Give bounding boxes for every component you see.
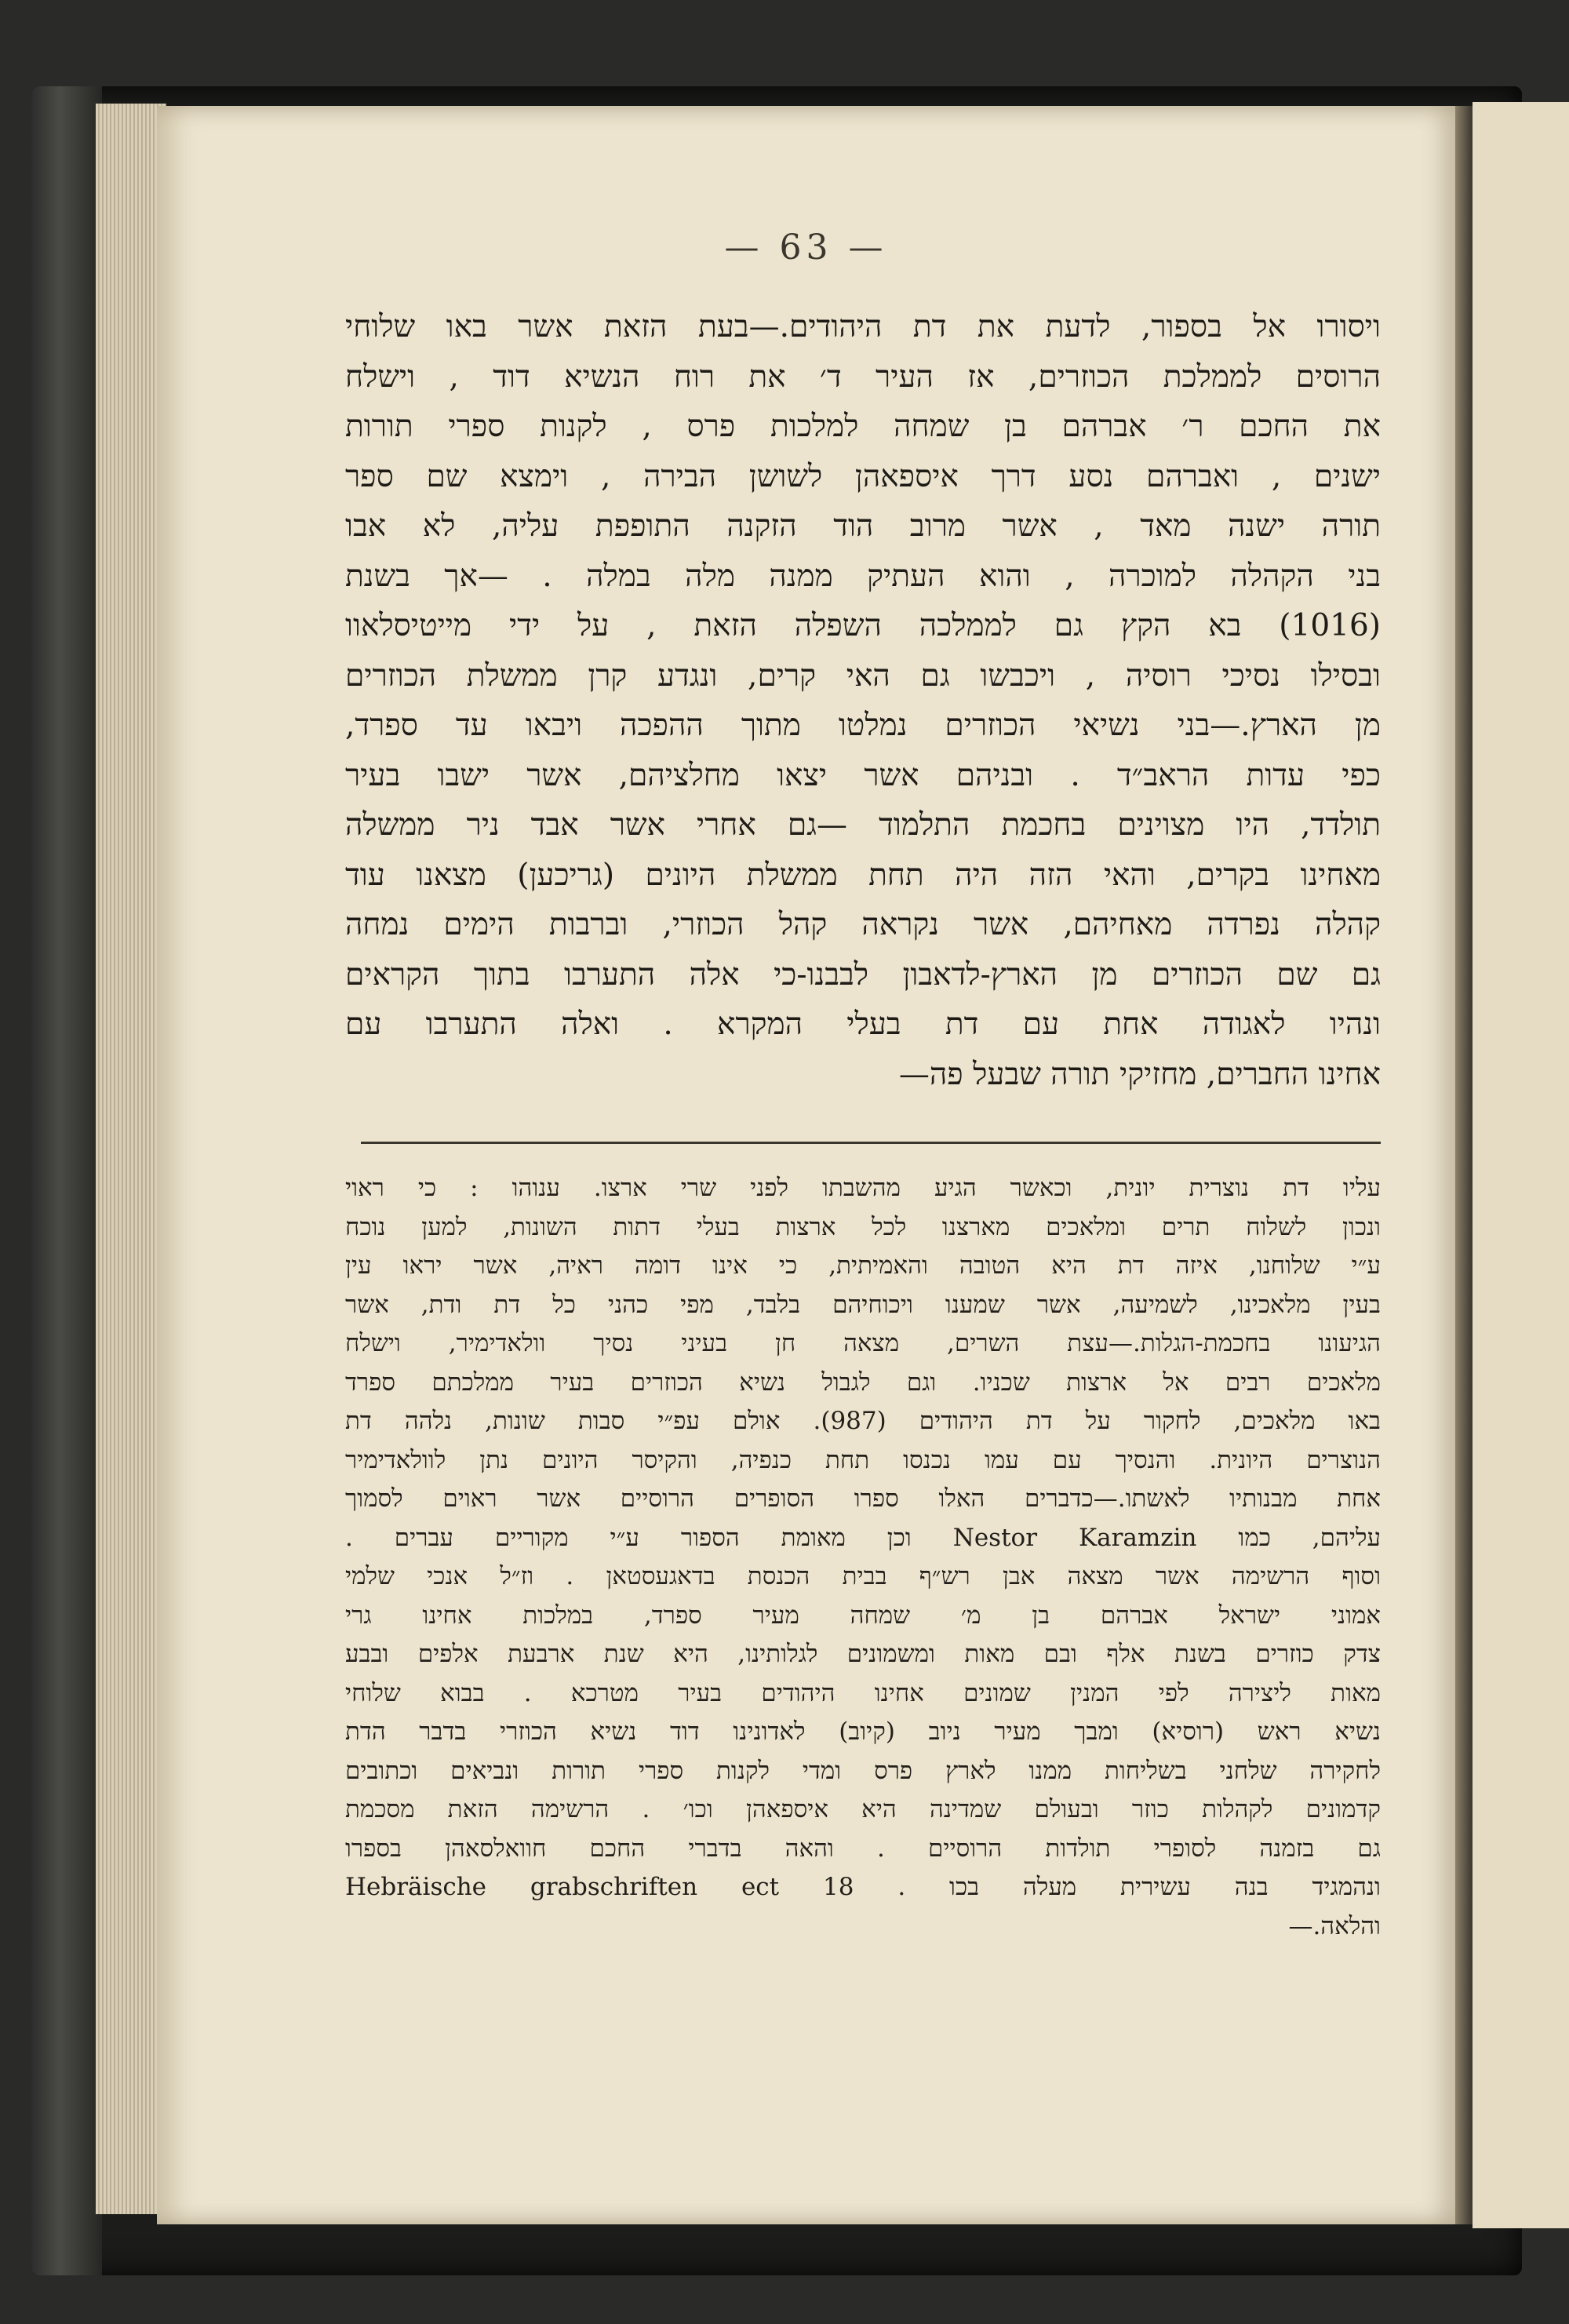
- text-line: גם שם הכוזרים מן הארץ-לדאבון לבבנו-כי אלה התערבו בתוך הקראים: [345, 956, 1381, 993]
- footnote-line: באו מלאכים, לחקור על דת היהודים (987). אולם עפ״י סבות שונות, נלהה דת: [345, 1407, 1381, 1435]
- text-line: ונהיו לאגודה אחת עם דת בעלי המקרא . ואלה התערבו עם: [345, 1007, 1381, 1042]
- footnote-line: צדק כוזרים בשנת אלף ובם מאות ומשמונים לגלותינו, היא שנת ארבעת אלפים ובבע: [345, 1640, 1381, 1668]
- footnote-line: נשיא ראש (רוסיא) ומבך מעיר ניוב (קיוב) לאדונינו דוד נשיא הכוזרי בדבר הדת: [345, 1718, 1381, 1746]
- footnote-line: ונכון לשלוח תרים ומלאכים מארצנו לכל ארצות בעלי דתות השונות, למען נוכח: [345, 1212, 1381, 1241]
- footnote-line: אמוני ישראל אברהם בן מ׳ שמחה מעיר ספרד, במלכות אחינו גרי: [345, 1601, 1381, 1630]
- footnote-line: עליו דת נוצרית יונית, וכאשר הגיע מהשבתו לפני שרי ארצו. ענוהו : כי ראוי: [345, 1174, 1381, 1202]
- page-number: — 63 —: [724, 228, 888, 268]
- text-line: ובסילו נסיכי רוסיה , ויכבשו גם האי קרים, ונגדע קרן ממשלת הכוזרים: [345, 657, 1381, 694]
- text-line: ויסורו אל בספור, לדעת את דת היהודים.—בעת הזאת אשר באו שלוחי: [345, 309, 1381, 344]
- footnote-line: והלאה.—: [1288, 1911, 1381, 1940]
- footnote-line: מלאכים רבים אל ארצות שכניו. וגם לגבול נשיא הכוזרים בעיר ממלכתם ספרד: [345, 1368, 1381, 1397]
- footnote-line: בעין מלאכינו, לשמיעה, אשר שמענו ויכוחיהם בלבד, מפי כהני כל דת ודת, אשר: [345, 1290, 1381, 1319]
- footnote-line: וסוף הרשימה אשר מצאה אבן רש״ף בבית הכנסת בדאגעסטאן . וז״ל אנכי שלמי: [345, 1562, 1381, 1590]
- text-line: מאחינו בקרים, והאי הזה היה תחת ממשלת היונים (גריכען) מצאנו עוד: [345, 857, 1381, 893]
- footnote-divider: [361, 1142, 1381, 1144]
- text-line: הרוסים לממלכת הכוזרים, אז העיר ד׳ את רוח הנשיא דוד , וישלח: [345, 359, 1381, 395]
- footnote-block: [345, 1169, 1381, 1946]
- text-line: את החכם ר׳ אברהם בן שמחה למלכות פרס , לקנות ספרי תורות: [345, 409, 1381, 444]
- text-line: ישנים , ואברהם נסע דרך איספאהן לשושן הבירה , וימצא שם ספר: [345, 458, 1381, 494]
- footnote-line: ע״י שלוחנו, איזה דת היא הטובה והאמיתית, כי אינו דומה ראיה, אשר יראו עין: [345, 1251, 1381, 1280]
- text-line: כפי עדות הראב״ד . ובניהם אשר יצאו מחלציהם, אשר ישבו בעיר: [345, 757, 1381, 793]
- footnote-line: גם בזמנה לסופרי תולדות הרוסיים . והאה בדברי החכם חוואלסאהן בספרו: [345, 1834, 1381, 1863]
- page-edges: [96, 104, 166, 2214]
- footnote-line: מאות ליצירה לפי המנין שמונים אחינו היהודים בעיר מטרכא . בבוא שלוחי: [345, 1678, 1381, 1707]
- text-line: (1016) בא הקץ גם לממלכה השפלה הזאת , על ידי מייטיסלאוו: [345, 608, 1381, 643]
- text-line: בני הקהלה למוכרה , והוא העתיק ממנה מלה במלה . —אך בשנת: [345, 558, 1381, 594]
- book-gutter: [1455, 106, 1473, 2224]
- text-line: אחינו החברים, מחזיקי תורה שבעל פה—: [898, 1056, 1381, 1092]
- text-line: תולדד, היו מצוינים בחכמת התלמוד —גם אחרי אשר אבד ניר ממשלה: [345, 807, 1381, 843]
- text-line: תורה ישנה מאד , אשר מרוב הוד הזקנה התופפת עליה, לא אבו: [345, 508, 1381, 544]
- text-line: מן הארץ.—בני נשיאי הכוזרים נמלטו מתוך ההפכה ויבאו עד ספרד,: [345, 708, 1381, 743]
- footnote-line: לחקירה שלחני בשליחות ממנו לארץ פרס ומדי לקנות ספרי תורות ונביאים וכתובים: [345, 1756, 1381, 1785]
- footnote-line: ונהמגיד בנה עשירית מעלה בכו . 18 Hebräische grabschriften ect: [345, 1873, 1381, 1901]
- book-spine-edge: [31, 86, 102, 2275]
- text-line: קהלה נפרדה מאחיהם, אשר נקראה קהל הכוזרי, וברבות הימים נמחה: [345, 907, 1381, 942]
- footnote-line: הנוצרים היונית. והנסיך עם עמו נכנסו תחת כנפיה, והקיסר היונים נתן לוולאדימיר: [345, 1445, 1381, 1474]
- facing-page-edge: [1473, 102, 1569, 2228]
- footnote-line: אחת מבנותיו לאשתו.—כדברים האלו ספרו הסופרים הרוסיים אשר ראוים לסמוך: [345, 1484, 1381, 1513]
- main-text-block: [345, 302, 1381, 1099]
- footnote-line: הגיעונו בחכמת-הגלות.—עצת השרים, מצאה חן בעיני נסיך וולאדימיר, וישלח: [345, 1329, 1381, 1357]
- footnote-line: עליהם, כמו Nestor Karamzin וכן מאומת הספור ע״י מקוריים עברים .: [345, 1523, 1381, 1552]
- footnote-line: קדמונים לקהלות כוזר ובעולם שמדינה היא איספאהן וכו׳ . הרשימה הזאת מסכמת: [345, 1795, 1381, 1823]
